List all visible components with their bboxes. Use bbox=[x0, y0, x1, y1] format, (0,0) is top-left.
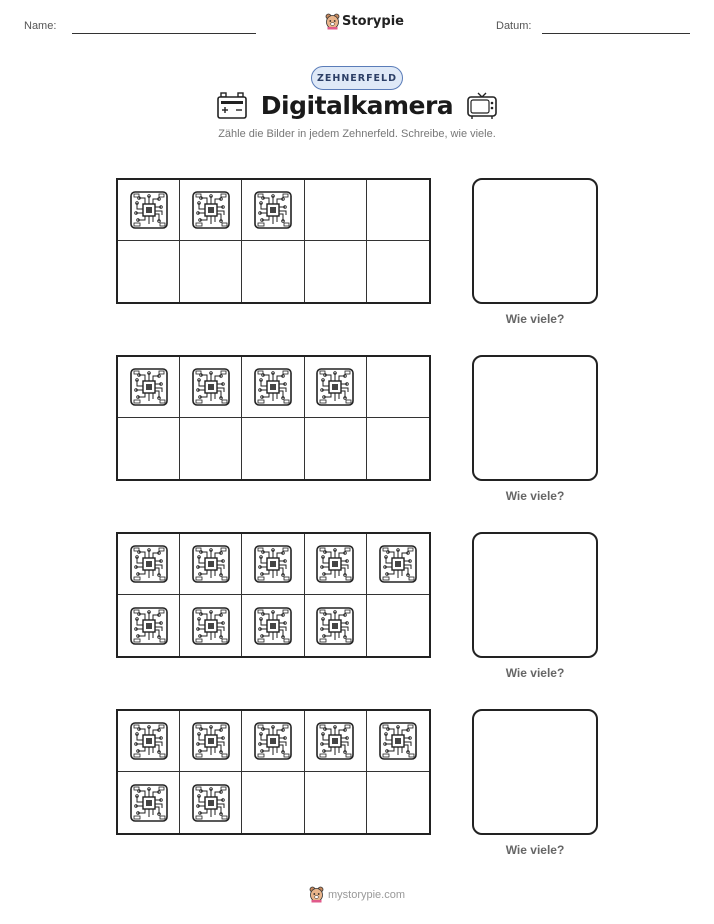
circuit-chip-icon bbox=[130, 784, 168, 822]
ten-frame-cell bbox=[180, 180, 242, 241]
ten-frame-cell bbox=[305, 595, 367, 656]
date-label: Datum: bbox=[496, 20, 532, 32]
name-label: Name: bbox=[24, 20, 57, 32]
ten-frame-cell bbox=[367, 418, 429, 479]
ten-frame-cell bbox=[180, 772, 242, 833]
ten-frame-cell bbox=[118, 180, 180, 241]
page-title: Digitalkamera bbox=[260, 91, 454, 120]
how-many-label-3: Wie viele? bbox=[505, 666, 565, 680]
instructions: Zähle die Bilder in jedem Zehnerfeld. Schreibe, wie viele. bbox=[218, 128, 496, 140]
ten-frame-cell bbox=[242, 357, 304, 418]
ten-frame-cell bbox=[180, 711, 242, 772]
ten-frame-cell bbox=[305, 711, 367, 772]
ten-frame-cell bbox=[180, 357, 242, 418]
answer-box-3[interactable] bbox=[472, 532, 598, 658]
how-many-label-4: Wie viele? bbox=[505, 843, 565, 857]
ten-frame-cell bbox=[242, 534, 304, 595]
ten-frame-1 bbox=[116, 178, 431, 304]
circuit-chip-icon bbox=[254, 368, 292, 406]
ten-frame-cell bbox=[305, 534, 367, 595]
circuit-chip-icon bbox=[130, 607, 168, 645]
ten-frame-cell bbox=[367, 772, 429, 833]
circuit-chip-icon bbox=[316, 545, 354, 583]
ten-frame-cell bbox=[118, 241, 180, 302]
ten-frame-cell bbox=[242, 180, 304, 241]
ten-frame-2 bbox=[116, 355, 431, 481]
circuit-chip-icon bbox=[192, 784, 230, 822]
name-line[interactable] bbox=[72, 33, 256, 34]
ten-frame-cell bbox=[305, 357, 367, 418]
circuit-chip-icon bbox=[130, 368, 168, 406]
ten-frame-cell bbox=[367, 180, 429, 241]
ten-frame-cell bbox=[242, 595, 304, 656]
answer-box-4[interactable] bbox=[472, 709, 598, 835]
answer-box-1[interactable] bbox=[472, 178, 598, 304]
ten-frame-cell bbox=[367, 595, 429, 656]
circuit-chip-icon bbox=[130, 191, 168, 229]
ten-frame-cell bbox=[242, 418, 304, 479]
ten-frame-cell bbox=[118, 418, 180, 479]
ten-frame-cell bbox=[367, 357, 429, 418]
ten-frame-cell bbox=[118, 711, 180, 772]
circuit-chip-icon bbox=[316, 368, 354, 406]
circuit-chip-icon bbox=[254, 607, 292, 645]
how-many-label-1: Wie viele? bbox=[505, 312, 565, 326]
ten-frame-cell bbox=[242, 241, 304, 302]
circuit-chip-icon bbox=[192, 368, 230, 406]
ten-frame-cell bbox=[118, 534, 180, 595]
footer-url: mystorypie.com bbox=[327, 888, 406, 901]
circuit-chip-icon bbox=[130, 722, 168, 760]
footer bbox=[0, 886, 714, 903]
circuit-chip-icon bbox=[192, 607, 230, 645]
circuit-chip-icon bbox=[379, 722, 417, 760]
circuit-chip-icon bbox=[254, 545, 292, 583]
ten-frame-4 bbox=[116, 709, 431, 835]
circuit-chip-icon bbox=[254, 191, 292, 229]
answer-box-2[interactable] bbox=[472, 355, 598, 481]
date-line[interactable] bbox=[542, 33, 690, 34]
circuit-chip-icon bbox=[192, 722, 230, 760]
ten-frame-cell bbox=[180, 241, 242, 302]
battery-icon bbox=[217, 92, 247, 120]
ten-frame-cell bbox=[180, 595, 242, 656]
tv-icon bbox=[467, 92, 497, 120]
storypie-logo bbox=[325, 13, 404, 30]
ten-frame-cell bbox=[242, 711, 304, 772]
circuit-chip-icon bbox=[254, 722, 292, 760]
circuit-chip-icon bbox=[192, 545, 230, 583]
title-row bbox=[0, 91, 714, 120]
category-badge: ZEHNERFELD bbox=[311, 66, 403, 90]
ten-frame-cell bbox=[242, 772, 304, 833]
ten-frame-cell bbox=[180, 534, 242, 595]
ten-frame-cell bbox=[305, 418, 367, 479]
circuit-chip-icon bbox=[130, 545, 168, 583]
ten-frame-cell bbox=[367, 241, 429, 302]
ten-frame-cell bbox=[118, 595, 180, 656]
ten-frame-cell bbox=[180, 418, 242, 479]
logo-text: Storypie bbox=[342, 14, 404, 29]
ten-frame-cell bbox=[305, 772, 367, 833]
bear-logo-icon bbox=[325, 13, 340, 30]
circuit-chip-icon bbox=[379, 545, 417, 583]
bear-logo-icon bbox=[309, 886, 324, 903]
how-many-label-2: Wie viele? bbox=[505, 489, 565, 503]
circuit-chip-icon bbox=[316, 607, 354, 645]
ten-frame-cell bbox=[305, 180, 367, 241]
ten-frame-cell bbox=[367, 711, 429, 772]
ten-frame-3 bbox=[116, 532, 431, 658]
ten-frame-cell bbox=[367, 534, 429, 595]
ten-frame-cell bbox=[118, 772, 180, 833]
circuit-chip-icon bbox=[192, 191, 230, 229]
ten-frame-cell bbox=[305, 241, 367, 302]
ten-frame-cell bbox=[118, 357, 180, 418]
circuit-chip-icon bbox=[316, 722, 354, 760]
